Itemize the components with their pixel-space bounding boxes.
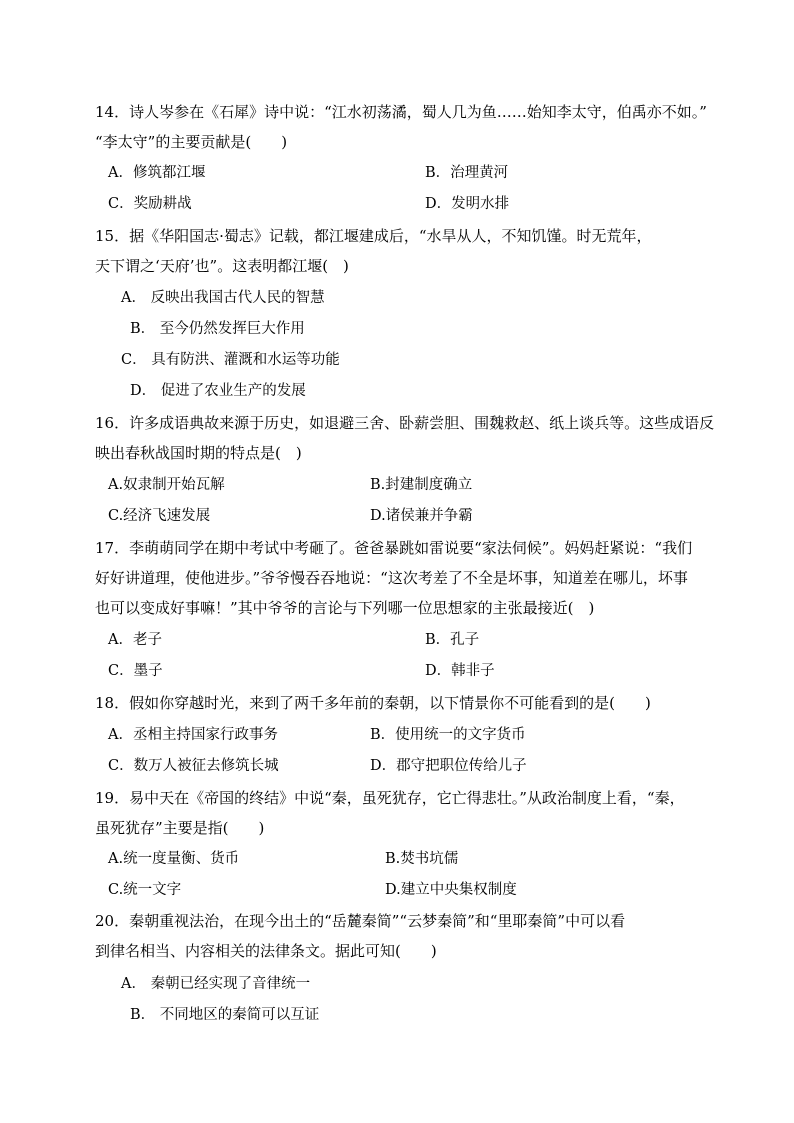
- question-15-option-b: B． 至今仍然发挥巨大作用: [130, 321, 305, 337]
- question-16-option-d: D.诸侯兼并争霸: [370, 508, 473, 524]
- question-16-option-c: C.经济飞速发展: [108, 508, 211, 524]
- question-17-text-line-1: 17．李萌萌同学在期中考试中考砸了。爸爸暴跳如雷说要“家法伺候”。妈妈赶紧说：“我们: [95, 539, 693, 557]
- question-17-option-d: D．韩非子: [425, 663, 495, 679]
- question-18-option-a: A．丞相主持国家行政事务: [108, 727, 278, 743]
- question-17-text-line-2: 好好讲道理，使他进步。”爷爷慢吞吞地说：“这次考差了不全是坏事，知道差在哪儿，坏事: [95, 569, 688, 587]
- question-17-text-line-3: 也可以变成好事嘛！”其中爷爷的言论与下列哪一位思想家的主张最接近( ): [95, 599, 595, 617]
- question-14-option-a: A．修筑都江堰: [108, 165, 206, 181]
- question-14-option-d: D．发明水排: [425, 196, 510, 212]
- question-18-text-line-1: 18．假如你穿越时光，来到了两千多年前的秦朝，以下情景你不可能看到的是( ): [95, 694, 651, 712]
- question-20-text-line-2: 到律名相当、内容相关的法律条文。据此可知( ): [95, 942, 437, 960]
- question-20-option-b: B． 不同地区的秦简可以互证: [130, 1007, 320, 1023]
- question-20-option-a: A． 秦朝已经实现了音律统一: [121, 976, 311, 992]
- question-16-text-line-2: 映出春秋战国时期的特点是( ): [95, 444, 302, 462]
- question-14-option-c: C．奖励耕战: [108, 196, 192, 212]
- question-19-option-d: D.建立中央集权制度: [385, 882, 517, 898]
- question-14-text-line-2: “李太守”的主要贡献是( ): [95, 133, 288, 151]
- question-19-option-a: A.统一度量衡、货币: [108, 851, 240, 867]
- question-16-option-b: B.封建制度确立: [370, 477, 473, 493]
- question-15-option-d: D． 促进了农业生产的发展: [130, 383, 306, 399]
- question-19-text-line-2: 虽死犹存”主要是指( ): [95, 819, 265, 837]
- question-17-option-a: A．老子: [108, 632, 162, 648]
- question-19-option-b: B.焚书坑儒: [385, 851, 459, 867]
- question-15-option-c: C． 具有防洪、灌溉和水运等功能: [121, 352, 340, 368]
- question-17-option-c: C．墨子: [108, 663, 163, 679]
- question-19-option-c: C.统一文字: [108, 882, 182, 898]
- question-18-option-b: B．使用统一的文字货币: [370, 727, 526, 743]
- question-15-text-line-2: 天下谓之‘天府’也”。这表明都江堰( ): [95, 257, 349, 275]
- question-18-option-c: C．数万人被征去修筑长城: [108, 758, 279, 774]
- question-15-option-a: A． 反映出我国古代人民的智慧: [121, 290, 325, 306]
- question-20-text-line-1: 20．秦朝重视法治，在现今出土的“岳麓秦简”“云梦秦简”和“里耶秦简”中可以看: [95, 912, 626, 930]
- question-14-text-line-1: 14．诗人岑参在《石犀》诗中说：“江水初荡潏，蜀人几为鱼……始知李太守，伯禹亦不如。”: [95, 103, 707, 121]
- question-18-option-d: D．郡守把职位传给儿子: [370, 758, 527, 774]
- question-14-option-b: B．治理黄河: [425, 165, 509, 181]
- question-17-option-b: B．孔子: [425, 632, 480, 648]
- question-16-text-line-1: 16．许多成语典故来源于历史，如退避三舍、卧薪尝胆、围魏救赵、纸上谈兵等。这些成语反: [95, 414, 715, 432]
- question-19-text-line-1: 19．易中天在《帝国的终结》中说“秦，虽死犹存，它亡得悲壮。”从政治制度上看，“秦，: [95, 789, 685, 807]
- question-16-option-a: A.奴隶制开始瓦解: [108, 477, 225, 493]
- question-15-text-line-1: 15．据《华阳国志·蜀志》记载，都江堰建成后，“水旱从人，不知饥馑。时无荒年，: [95, 227, 652, 245]
